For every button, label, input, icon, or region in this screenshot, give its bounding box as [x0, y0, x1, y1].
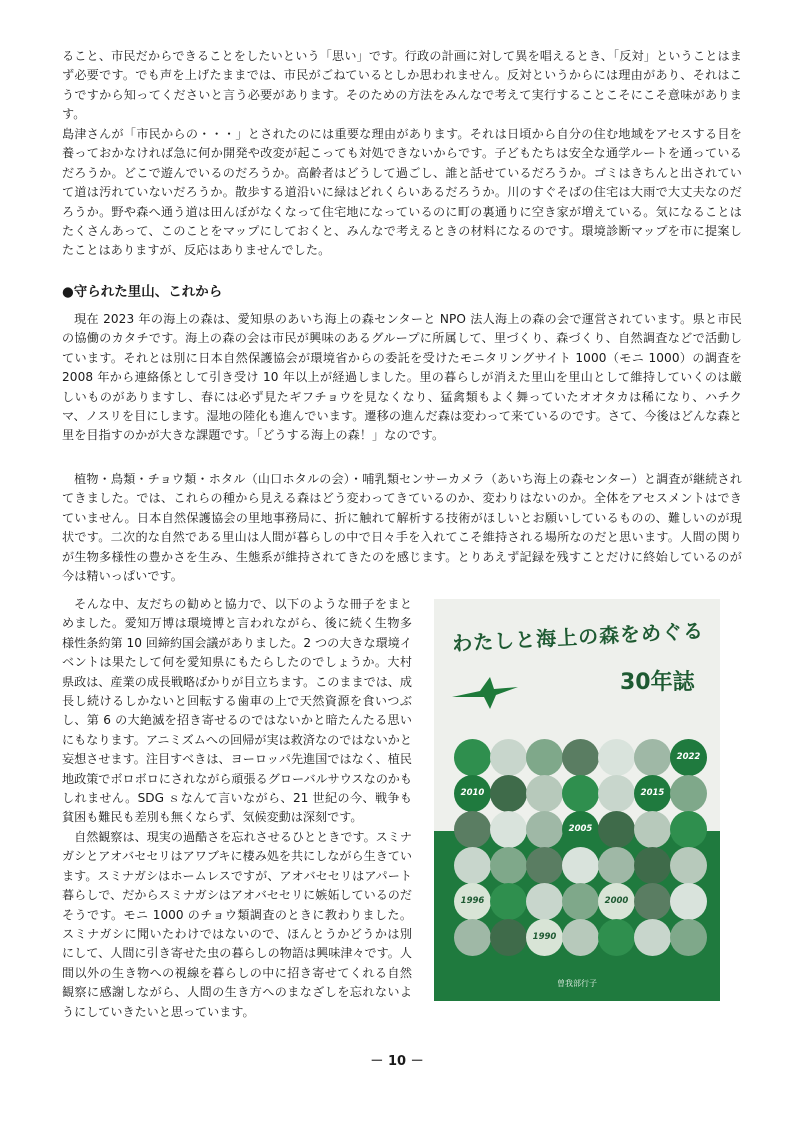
photo-circle	[598, 847, 635, 884]
photo-circle	[562, 883, 599, 920]
photo-circle	[490, 883, 527, 920]
photo-circle	[490, 775, 527, 812]
book-cover-image	[434, 599, 720, 1001]
paragraph-4-text: 植物・鳥類・チョウ類・ホタル（山口ホタルの会）・哺乳類センサーカメラ（あいち海上の森センター）と調査が継続されてきました。では、これらの種から見える森はどう変わってきているのか、変わりはないのか。全体をアセスメントはできていません。日本自然保護協会の里地事務局に、折に触れて解析する技術がほしいとお願いしているものの、難しいのが現状です。二次的な自然である里山は人間が暮らしの中で日々手を入れてこそ維持される場所なのだと思います。人間の関りが生物多様性の豊かさを生み、生態系が維持されてきたのを感じます。とりあえず記録を残すことだけに終始しているのが今は精いっぱいです。	[62, 472, 742, 584]
paragraph-3	[62, 310, 742, 470]
paragraph-4	[62, 470, 742, 590]
photo-circle	[670, 847, 707, 884]
cover-year-label: 2022	[676, 752, 701, 762]
photo-circle	[454, 811, 491, 848]
photo-circle	[454, 919, 491, 956]
cover-year-label: 2015	[640, 788, 665, 798]
photo-circle	[634, 811, 671, 848]
section-heading: ●守られた里山、これから	[62, 284, 223, 300]
photo-circle	[490, 847, 527, 884]
photo-circle	[598, 811, 635, 848]
photo-circle	[634, 739, 671, 776]
left-column	[62, 595, 412, 1022]
photo-circle	[562, 775, 599, 812]
cover-subtitle: 30年誌	[620, 670, 695, 695]
cover-year-label: 2010	[460, 788, 485, 798]
cover-year-label: 2000	[604, 896, 629, 906]
paragraph-3-text: 現在 2023 年の海上の森は、愛知県のあいち海上の森センターと NPO 法人海上の森の会で運営されています。県と市民の協働のカタチです。海上の森の会は市民が興味のあるグループに所属して、里づくり、森づくり、自然調査などで活動しています。それとは別に日本自然保護協会が環境省からの委託を受けたモニタリングサイト 1000（モニ 1000）の調査を 2008 年から連絡係として引き受け 10 年以上が経過しました。里の暮らしが消えた里山を里山として維持していくのは厳しいものがありますし、春には必ず見たギフチョウを見なくなり、猛禽類もよく舞っていたオオタカは稀になり、ハチクマ、ノスリを目にします。湿地の陸化も進んでいます。遷移の進んだ森は変わって来ているのです。さて、今後はどんな森と里を目指すのかが大きな課題です。「どうする海上の森！」なのです。	[62, 312, 742, 443]
photo-circle	[454, 739, 491, 776]
photo-circle	[562, 847, 599, 884]
photo-circle	[598, 919, 635, 956]
photo-circle	[670, 919, 707, 956]
paragraph-1-text: ること、市民だからできることをしたいという「思い」です。行政の計画に対して異を唱えるとき、「反対」ということはまず必要です。でも声を上げたままでは、市民がごねているとしか思われません。反対というからには理由があり、それはこうですから知ってくださいと言う必要があります。そのための方法をみんなで考えて実行することこそにこそ意味があります。	[62, 49, 742, 122]
bird-silhouette-icon	[450, 675, 520, 715]
photo-circle	[598, 739, 635, 776]
cover-year-label: 1990	[532, 932, 557, 942]
photo-circle	[526, 739, 563, 776]
photo-circle	[454, 847, 491, 884]
photo-circle	[670, 811, 707, 848]
photo-circle	[562, 919, 599, 956]
photo-circle	[490, 811, 527, 848]
photo-circle	[670, 883, 707, 920]
cover-author: 曽我部行子	[557, 979, 597, 988]
photo-circle	[598, 775, 635, 812]
photo-circle	[634, 919, 671, 956]
paragraph-6-text: 自然観察は、現実の過酷さを忘れさせるひとときです。スミナガシとアオバセセリはアワブキに棲み処を共にしながら生きています。スミナガシはホームレスですが、アオバセセリはアパート暮らしで、だからスミナガシはアオバセセリに嫉妬しているのだそうです。モニ 1000 のチョウ類調査のときに教わりました。スミナガシに聞いたわけではないので、ほんとうかどうかは別にして、人間に引き寄せた虫の暮らしの物語は興味津々です。人間以外の生き物への視線を暮らしの中に招き寄せてくれる自然観察に感謝しながら、人間の生き方へのまなざしを忘れないようにしていきたいと思っています。	[62, 829, 412, 1019]
photo-circle	[670, 775, 707, 812]
paragraph-2	[62, 125, 742, 270]
photo-circle	[490, 739, 527, 776]
paragraph-1	[62, 47, 742, 125]
photo-circle	[634, 847, 671, 884]
photo-circle	[526, 775, 563, 812]
photo-circle	[634, 883, 671, 920]
photo-circle	[526, 811, 563, 848]
photo-circle	[562, 739, 599, 776]
page-number: － 10 －	[370, 1054, 424, 1069]
photo-circle	[526, 847, 563, 884]
photo-circle	[490, 919, 527, 956]
cover-year-label: 2005	[568, 824, 593, 834]
cover-title: わたしと海上の森をめぐる	[451, 618, 705, 656]
paragraph-5-text: そんな中、友だちの勧めと協力で、以下のような冊子をまとめました。愛知万博は環境博と言われながら、後に続く生物多様性条約第 10 回締約国会議がありました。2 つの大きな環境イベントは果たして何を愛知県にもたらしたのでしょうか。大村県政は、産業の成長戦略ばかりが目立ちます。このままでは、成長し続けるしかないと回転する歯車の上で天然資源を食いつぶし、第 6 の大絶滅を招き寄せるのではないかと暗たんたる思いにもなります。アニミズムへの回帰が実は救済なのではないかと妄想させます。注目すべきは、ヨーロッパ先進国ではなく、植民地政策でボロボロにされながら頑張るグローバルサウスなのかもしれません。SDG ｓなんて言いながら、21 世紀の今、戦争も貧困も難民も差別も無くならず、気候変動は深刻です。	[62, 597, 412, 825]
cover-year-label: 1996	[460, 896, 485, 906]
photo-circle	[526, 883, 563, 920]
paragraph-2-text: 島津さんが「市民からの・・・」とされたのには重要な理由があります。それは日頃から自分の住む地域をアセスする目を養っておかなければ急に何か開発や改変が起こっても対処できないからです。子どもたちは安全な通学ルートを通っているだろうか。どこで遊んでいるのだろうか。高齢者はどうして過ごし、誰と話せているだろうか。ゴミはきちんと出されていて道は汚れていないだろうか。散歩する道沿いに緑はどれくらいあるだろうか。川のすぐそばの住宅は大雨で大丈夫なのだろうか。野や森へ通う道は田んぼがなくなって住宅地になっているのに町の裏通りに空き家が増えている。気になることはたくさんあって、このことをマップにしておくと、みんなで考えるときの材料になるのです。環境診断マップを市に提案したことはありますが、反応はありませんでした。	[62, 127, 742, 258]
